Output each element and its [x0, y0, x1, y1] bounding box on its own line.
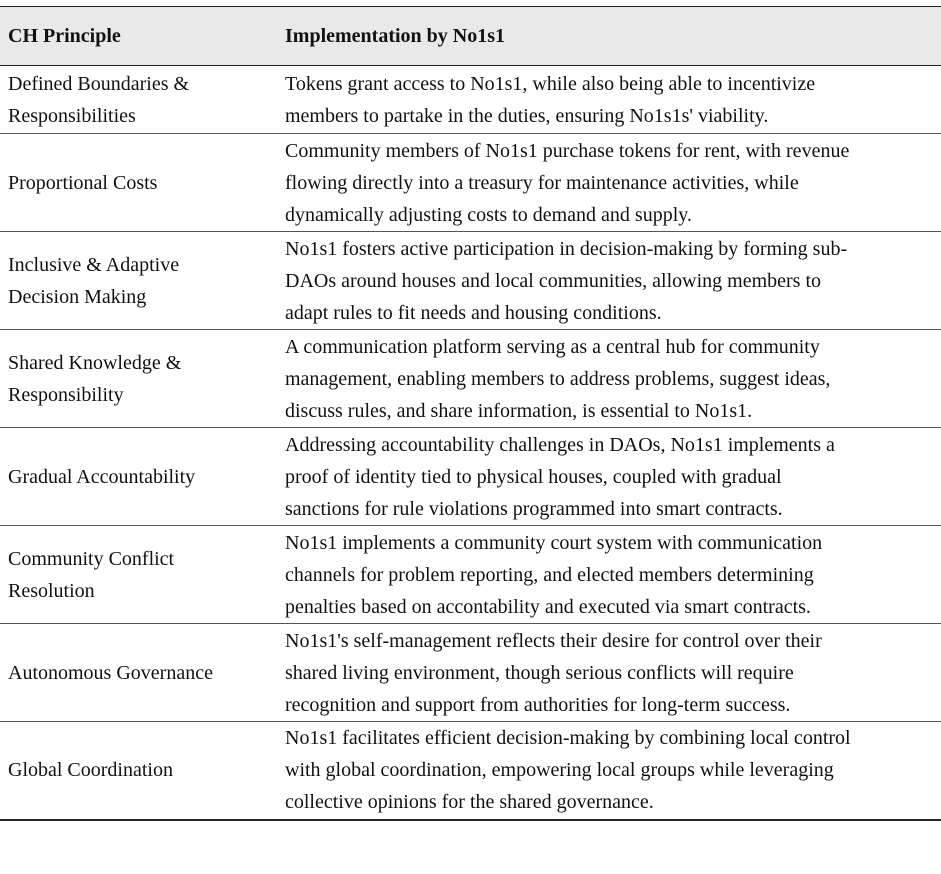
implementation-line: Addressing accountability challenges in DAOs, No1s1 implements a [285, 433, 835, 456]
implementation-line: Community members of No1s1 purchase tokens for rent, with revenue [285, 139, 850, 162]
principle-cell [0, 722, 280, 820]
principle-line: Gradual Accountability [8, 465, 196, 488]
implementation-cell [280, 134, 941, 232]
implementation-line: A communication platform serving as a central hub for community [285, 335, 820, 358]
implementation-line: No1s1 implements a community court system with communication [285, 531, 823, 554]
implementation-line: shared living environment, though serious conflicts will require [285, 661, 794, 684]
implementation-line: proof of identity tied to physical houses, coupled with gradual [285, 465, 782, 488]
principle-cell [0, 232, 280, 330]
implementation-line: recognition and support from authorities for long-term success. [285, 693, 791, 716]
implementation-line: Tokens grant access to No1s1, while also being able to incentivize [285, 72, 816, 95]
implementation-line: No1s1 fosters active participation in decision-making by forming sub- [285, 237, 848, 260]
header-implementation: Implementation by No1s1 [280, 7, 941, 66]
implementation-line: adapt rules to fit needs and housing conditions. [285, 301, 662, 324]
principle-line: Resolution [8, 579, 95, 602]
table-row [0, 232, 941, 330]
implementation-line: members to partake in the duties, ensuring No1s1s' viability. [285, 104, 769, 127]
implementation-line: No1s1 facilitates efficient decision-making by combining local control [285, 727, 851, 750]
implementation-line: sanctions for rule violations programmed into smart contracts. [285, 497, 783, 520]
table-row [0, 330, 941, 428]
principle-cell [0, 526, 280, 624]
implementation-cell [280, 722, 941, 820]
implementation-line: collective opinions for the shared governance. [285, 791, 654, 814]
implementation-line: No1s1's self-management reflects their desire for control over their [285, 629, 822, 652]
table-row [0, 722, 941, 820]
principle-line: Responsibility [8, 383, 124, 406]
principle-line: Community Conflict [8, 547, 175, 570]
implementation-line: with global coordination, empowering local groups while leveraging [285, 759, 834, 782]
implementation-cell [280, 428, 941, 526]
principle-line: Shared Knowledge & [8, 351, 182, 374]
table-row [0, 624, 941, 722]
principles-table [0, 6, 941, 821]
implementation-cell [280, 232, 941, 330]
implementation-cell [280, 624, 941, 722]
implementation-cell [280, 66, 941, 134]
principle-line: Autonomous Governance [8, 661, 213, 684]
principle-cell [0, 66, 280, 134]
header-ch-principle: CH Principle [0, 7, 280, 66]
table-row [0, 66, 941, 134]
implementation-line: dynamically adjusting costs to demand and supply. [285, 203, 692, 226]
implementation-line: channels for problem reporting, and elected members determining [285, 563, 814, 586]
principle-line: Responsibilities [8, 104, 136, 127]
table-row [0, 134, 941, 232]
table-row [0, 428, 941, 526]
principle-cell [0, 134, 280, 232]
table-row [0, 526, 941, 624]
principle-cell [0, 428, 280, 526]
principle-cell [0, 624, 280, 722]
principle-line: Inclusive & Adaptive [8, 253, 180, 276]
implementation-line: management, enabling members to address problems, suggest ideas, [285, 367, 831, 390]
table-header-row [0, 7, 941, 66]
principle-line: Defined Boundaries & [8, 72, 190, 95]
implementation-line: discuss rules, and share information, is essential to No1s1. [285, 399, 753, 422]
implementation-cell [280, 526, 941, 624]
principle-line: Proportional Costs [8, 171, 158, 194]
implementation-line: DAOs around houses and local communities, allowing members to [285, 269, 822, 292]
implementation-line: penalties based on accontability and executed via smart contracts. [285, 595, 811, 618]
principle-cell [0, 330, 280, 428]
implementation-line: flowing directly into a treasury for maintenance activities, while [285, 171, 799, 194]
implementation-cell [280, 330, 941, 428]
principle-line: Decision Making [8, 285, 147, 308]
principle-line: Global Coordination [8, 759, 173, 782]
